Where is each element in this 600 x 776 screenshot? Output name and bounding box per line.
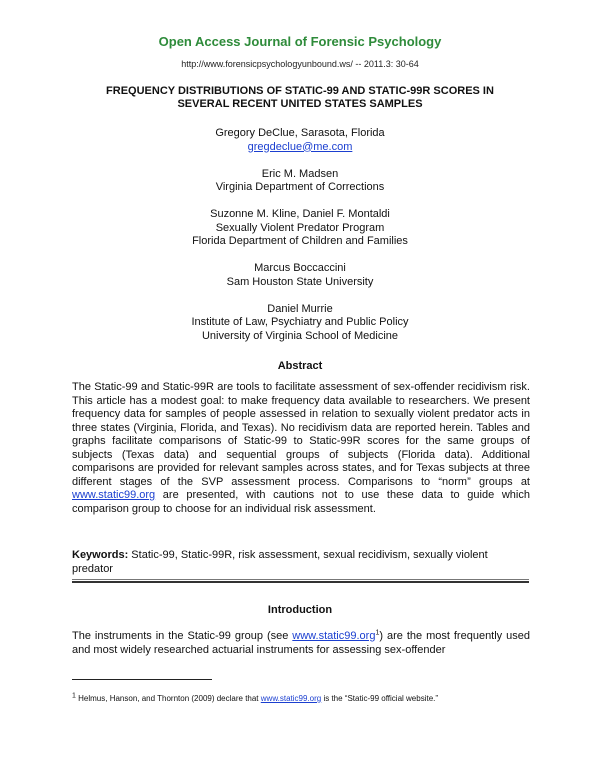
introduction-heading: Introduction bbox=[267, 604, 333, 616]
title-line-2: SEVERAL RECENT UNITED STATES SAMPLES bbox=[177, 98, 423, 110]
author-block-5 bbox=[0, 303, 600, 344]
author-block-2 bbox=[0, 168, 600, 195]
author-list bbox=[0, 127, 600, 357]
author-block-4 bbox=[0, 262, 600, 289]
author-5-line-3: University of Virginia School of Medicine bbox=[201, 329, 399, 342]
footnote-mark: 1 bbox=[72, 692, 76, 700]
author-email-link[interactable]: gregdeclue@me.com bbox=[247, 140, 353, 153]
footnote-static99-link[interactable]: www.static99.org bbox=[260, 694, 322, 703]
author-1-line-1: Gregory DeClue, Sarasota, Florida bbox=[215, 127, 385, 139]
author-5-line-2: Institute of Law, Psychiatry and Public Policy bbox=[191, 316, 409, 328]
journal-url-line: http://www.forensicpsychologyunbound.ws/ -- 2011.3: 30-64 bbox=[181, 59, 419, 69]
title-line-1: FREQUENCY DISTRIBUTIONS OF STATIC-99 AND STATIC-99R SCORES IN bbox=[106, 85, 494, 97]
author-4-line-2: Sam Houston State University bbox=[226, 275, 374, 288]
abstract-text-1: The Static-99 and Static-99R are tools to facilitate assessment of sex-offender recidivism risk. This article has a modest goal: to make frequency data available to researchers. We present frequency data for samples of people assessed in relation to sexually violent predator acts in three states (Virginia, Florida, and Texas). No recidivism data are reported herein. Tables and graphs facilitate comparisons of Static-99 to Static-99R scores for the same groups of subjects (Texas data) and sequential groups of subjects (Florida data). Additional comparisons are provided for relevant samples across states, and for Texas subjects at three different stages of the SVP assessment process. Comparisons to “norm” groups at bbox=[72, 381, 530, 488]
abstract-static99-link[interactable]: www.static99.org bbox=[72, 489, 156, 501]
author-2-line-1: Eric M. Madsen bbox=[261, 167, 339, 180]
keywords-text: Static-99, Static-99R, risk assessment, sexual recidivism, sexually violent predator bbox=[72, 549, 488, 575]
intro-static99-link[interactable]: www.static99.org bbox=[292, 630, 376, 642]
abstract-text-2: are presented, with cautions not to use these data to guide which comparison group to choose for an individual risk assessment. bbox=[72, 489, 530, 515]
introduction-body bbox=[72, 629, 530, 657]
footnote-text-1: Helmus, Hanson, and Thornton (2009) declare that bbox=[75, 694, 261, 703]
footnote bbox=[72, 694, 532, 704]
intro-text-1: The instruments in the Static-99 group (see bbox=[72, 630, 293, 642]
journal-name: Open Access Journal of Forensic Psychology bbox=[158, 34, 442, 49]
keywords-label: Keywords: bbox=[72, 549, 129, 561]
author-block-1 bbox=[0, 127, 600, 154]
footnote-divider bbox=[72, 679, 212, 680]
author-3-line-3: Florida Department of Children and Families bbox=[192, 235, 408, 247]
paper-title bbox=[70, 85, 530, 111]
author-block-3 bbox=[0, 208, 600, 249]
author-2-line-2: Virginia Department of Corrections bbox=[215, 181, 385, 193]
author-4-line-1: Marcus Boccaccini bbox=[254, 262, 346, 274]
intro-text-2: ) are the most frequently used and most widely researched actuarial instruments for assessing sex-offender bbox=[72, 630, 530, 656]
author-3-line-1: Suzonne M. Kline, Daniel F. Montaldi bbox=[210, 208, 390, 220]
footnote-ref[interactable]: 1 bbox=[375, 629, 380, 637]
footnote-text-2: is the “Static-99 official website.” bbox=[321, 694, 439, 703]
author-3-line-2: Sexually Violent Predator Program bbox=[215, 221, 385, 234]
abstract-heading: Abstract bbox=[277, 360, 323, 372]
abstract-body bbox=[72, 381, 530, 516]
keywords bbox=[72, 549, 530, 576]
author-5-line-1: Daniel Murrie bbox=[267, 302, 333, 315]
section-divider bbox=[72, 579, 529, 583]
